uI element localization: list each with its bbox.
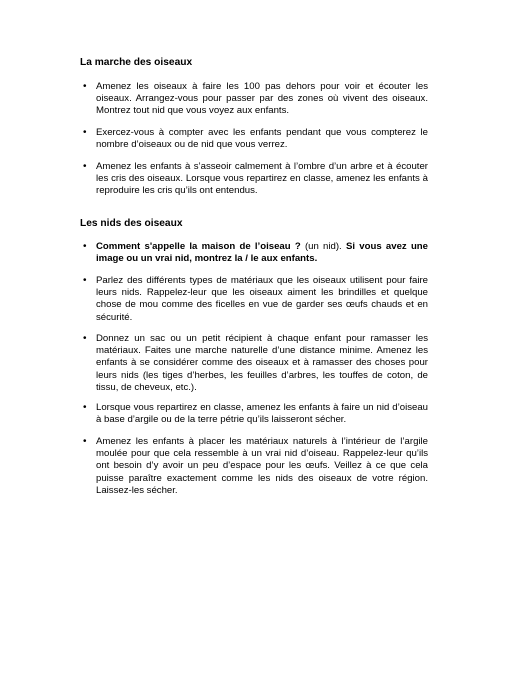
instruction-bold-text: Si vous avez une image ou un vrai nid, montrez la / le aux enfants. xyxy=(96,241,428,265)
bullet-item-count-birds: • Exercez-vous à compter avec les enfants pendant que vous compterez le nombre d’oiseaux ou de nid que vous verrez. xyxy=(96,127,428,151)
bullet-item-place-materials: • Amenez les enfants à placer les matériaux naturels à l’intérieur de l’argile moulée pour que cela ressemble à un vrai nid d’oiseau. Rappelez-leur qu’ils ont besoin d’y avoir un peu d’espace pour les œufs. Veillez à ce que cela puisse paraître exactement comme les nids des oiseaux de votre région. Laissez-les sécher. xyxy=(96,436,428,497)
bullet-item-bird-house-question xyxy=(96,241,428,265)
bullet-item-walk-outside: • Amenez les oiseaux à faire les 100 pas dehors pour voir et écouter les oiseaux. Arrangez-vous pour passer par des zones où vivent des oiseaux. Montrez tout nid que vous voyez aux enfants. xyxy=(96,81,428,118)
bullet-item-clay-nest: • Lorsque vous repartirez en classe, amenez les enfants à faire un nid d’oiseau à base d’argile ou de la terre pétrie qu’ils laisseront sécher. xyxy=(96,402,428,426)
answer-regular-text: (un nid). xyxy=(300,241,346,252)
bullet-item-collect-materials: • Donnez un sac ou un petit récipient à chaque enfant pour ramasser les matériaux. Faites une marche naturelle d’une distance minime. Amenez les enfants à se considérer comme des oiseaux et à ramasser des choses pour leurs nids (les tiges d’herbes, les feuilles d’arbres, les touffes de coton, de tissu, de cheveux, etc.). xyxy=(96,333,428,394)
question-bold-text: Comment s'appelle la maison de l’oiseau ? xyxy=(96,241,301,252)
section-heading-la-marche-des-oiseaux: La marche des oiseaux xyxy=(80,57,193,68)
bullet-item-nest-materials: • Parlez des différents types de matériaux que les oiseaux utilisent pour faire leurs nids. Rappelez-leur que les oiseaux aiment les brindilles et quelque chose de mou comme des ficelles en vue de garder ses œufs chauds et en sécurité. xyxy=(96,275,428,324)
section-heading-les-nids-des-oiseaux: Les nids des oiseaux xyxy=(80,218,183,229)
bullet-item-listen-bird-calls: • Amenez les enfants à s’asseoir calmement à l’ombre d’un arbre et à écouter les cris des oiseaux. Lorsque vous repartirez en classe, amenez les enfants à reproduire les cris qu’ils ont entendus. xyxy=(96,161,428,198)
